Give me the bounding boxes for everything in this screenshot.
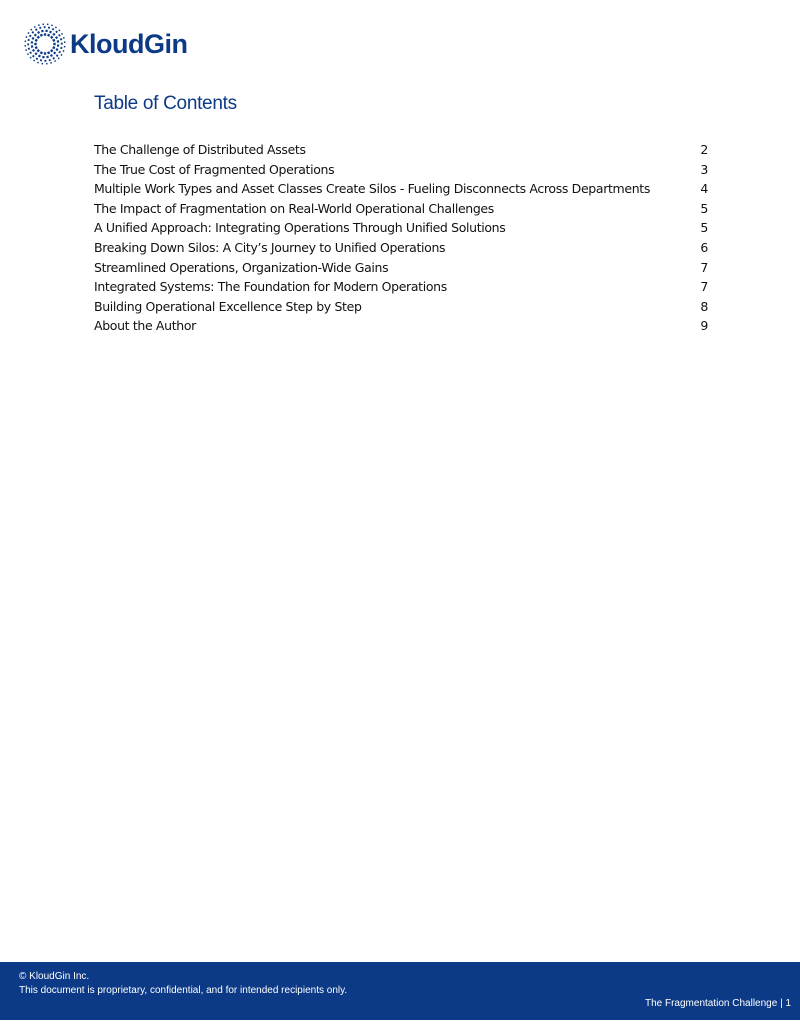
toc-entry-page-number: 6 [700,239,708,255]
emblem-square [44,60,46,62]
emblem-square [28,48,30,50]
emblem-square [61,43,63,45]
toc-entry-title: Building Operational Excellence Step by Step [94,298,362,314]
emblem-square [52,46,55,49]
footer-confidentiality-notice: This document is proprietary, confidential, and for intended recipients only. [19,985,348,996]
emblem-square [36,57,39,60]
emblem-square [44,33,46,35]
emblem-square [29,35,32,38]
emblem-square [27,32,29,34]
toc-entry-page-number: 5 [700,200,708,216]
emblem-square [31,45,34,48]
table-of-contents [94,142,708,338]
toc-entry[interactable] [94,260,708,280]
emblem-square [34,33,37,36]
emblem-square [60,47,62,49]
emblem-square [56,48,59,51]
emblem-square [50,54,53,57]
emblem-square [31,41,33,43]
toc-entry-page-number: 5 [700,220,708,236]
emblem-square [49,59,51,61]
toc-entry-page-number: 7 [700,259,708,275]
emblem-square [58,51,61,54]
emblem-square [42,56,44,58]
toc-entry-title: Integrated Systems: The Foundation for Modern Operations [94,279,447,295]
emblem-square [24,45,26,47]
toc-entry-title: The Impact of Fragmentation on Real-World Operational Challenges [94,200,494,216]
toc-entry[interactable] [94,201,708,221]
emblem-square [30,29,32,31]
toc-entry-page-number: 8 [700,298,708,314]
emblem-square [53,43,55,45]
toc-entry-title: Streamlined Operations, Organization-Wide Gains [94,259,389,275]
emblem-square [55,31,58,34]
emblem-square [34,26,36,28]
emblem-square [38,24,40,26]
toc-entry[interactable] [94,318,708,338]
emblem-square [45,30,47,32]
emblem-square [47,34,50,37]
emblem-square [54,60,56,62]
emblem-square [46,56,49,59]
emblem-square [27,53,29,55]
emblem-square [56,54,59,57]
emblem-square [44,26,46,28]
emblem-square [46,63,48,65]
emblem-square [58,57,60,59]
emblem-square [48,27,50,29]
toc-entry-page-number: 4 [700,181,708,197]
toc-entry-page-number: 3 [700,161,708,177]
emblem-square [37,49,40,52]
toc-entry-page-number: 9 [700,318,708,334]
emblem-square [25,49,27,51]
emblem-square [41,63,43,65]
emblem-square [51,25,53,27]
emblem-square [40,59,42,61]
emblem-square [52,57,55,60]
emblem-square [28,39,30,41]
emblem-square [26,36,28,38]
toc-entry-title: The Challenge of Distributed Assets [94,142,306,157]
toc-entry[interactable] [94,181,708,201]
emblem-square [47,51,50,54]
emblem-square [32,37,35,40]
toc-entry[interactable] [94,162,708,182]
emblem-square [53,51,56,54]
emblem-square [34,52,37,55]
footer-copyright: © KloudGin Inc. [19,971,90,982]
emblem-square [33,59,35,61]
page-footer [0,962,800,1020]
toc-entry-page-number: 2 [700,142,708,157]
kloudgin-emblem-icon [24,23,66,65]
emblem-square [34,43,36,45]
emblem-square [55,26,57,28]
emblem-square [40,34,43,37]
emblem-square [63,50,65,52]
logo-wordmark: KloudGin [70,28,188,59]
emblem-square [50,62,52,64]
toc-entry[interactable] [94,142,708,162]
emblem-square [37,31,40,34]
emblem-square [47,24,49,26]
emblem-square [40,51,43,54]
emblem-square [58,29,60,31]
emblem-square [50,49,53,52]
emblem-square [49,31,52,34]
emblem-square [63,37,65,39]
toc-entry-title: Breaking Down Silos: A City’s Journey to Unified Operations [94,239,446,255]
emblem-square [32,55,35,58]
emblem-square [61,33,63,35]
emblem-square [52,33,55,36]
toc-entry-title: The True Cost of Fragmented Operations [94,161,335,177]
toc-entry-title: Multiple Work Types and Asset Classes Create Silos - Fueling Disconnects Across Departments [94,181,650,197]
toc-entry[interactable] [94,279,708,299]
emblem-square [35,28,38,31]
emblem-square [29,51,32,54]
toc-entry[interactable] [94,220,708,240]
emblem-square [58,34,61,37]
emblem-square [32,49,35,52]
page-title: Table of Contents [94,93,237,114]
emblem-square [52,39,55,42]
emblem-square [44,52,46,54]
emblem-square [32,31,35,34]
emblem-square [37,36,40,39]
company-logo [24,22,187,66]
emblem-square [55,36,58,39]
emblem-square [64,46,66,48]
emblem-square [38,55,41,58]
emblem-square [35,46,38,49]
emblem-square [35,39,38,42]
emblem-square [64,41,66,43]
emblem-square [37,62,39,64]
toc-entry[interactable] [94,240,708,260]
emblem-square [39,27,41,29]
emblem-square [42,23,44,25]
toc-entry-title: A Unified Approach: Integrating Operations Through Unified Solutions [94,220,506,236]
emblem-square [57,44,59,46]
emblem-square [50,36,53,39]
emblem-square [25,40,27,42]
toc-entry[interactable] [94,299,708,319]
emblem-square [52,28,55,31]
toc-entry-page-number: 7 [700,279,708,295]
emblem-square [27,43,29,45]
toc-entry-title: About the Author [94,318,196,334]
footer-page-label: The Fragmentation Challenge | 1 [644,998,791,1009]
emblem-square [41,30,44,33]
emblem-square [57,40,60,43]
emblem-square [30,57,32,59]
emblem-square [60,54,62,56]
emblem-square [60,38,62,40]
